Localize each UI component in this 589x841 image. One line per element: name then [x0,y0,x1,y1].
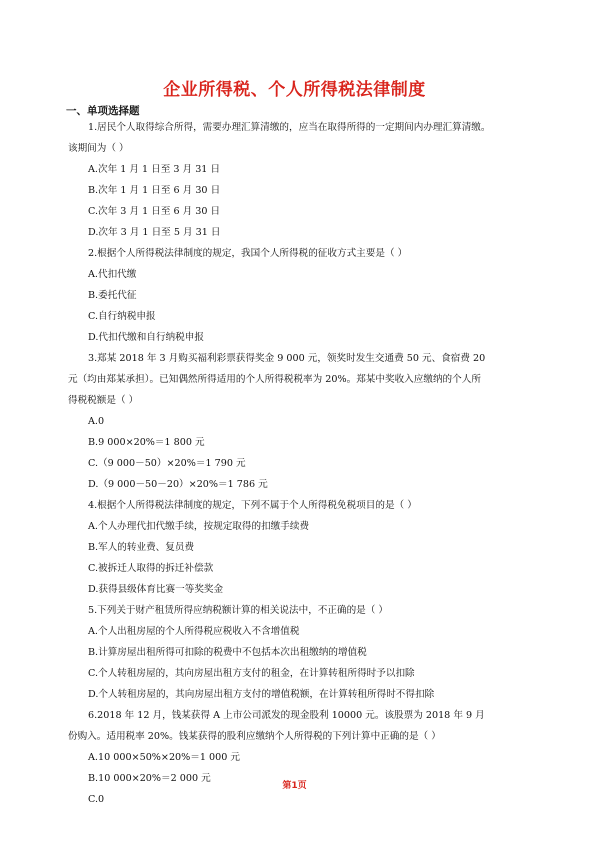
answer-option: C.（9 000－50）×20%＝1 790 元 [88,458,246,469]
answer-option: C.次年 3 月 1 日至 6 月 30 日 [88,206,221,217]
answer-option: B.委托代征 [88,290,137,301]
answer-option: C.个人转租房屋的，其向房屋出租方支付的租金，在计算转租所得时予以扣除 [88,668,415,679]
page-title: 企业所得税、个人所得税法律制度 [163,80,426,100]
answer-option: A.个人办理代扣代缴手续，按规定取得的扣缴手续费 [88,521,310,532]
answer-option: D.代扣代缴和自行纳税申报 [88,332,204,343]
question-item [88,243,528,348]
answer-option: B.军人的转业费、复员费 [88,542,195,553]
question-text-line: 1.居民个人取得综合所得，需要办理汇算清缴的，应当在取得所得的一定期间内办理汇算清缴。 [88,122,491,133]
answer-option: B.次年 1 月 1 日至 6 月 30 日 [88,185,221,196]
question-text-line: 2.根据个人所得税法律制度的规定，我国个人所得税的征收方式主要是（ ） [88,248,408,259]
question-text-line: 3.郑某 2018 年 3 月购买福利彩票获得奖金 9 000 元，领奖时发生交通费 50 元、食宿费 20 [88,353,486,364]
question-item [88,600,528,705]
answer-option: A.个人出租房屋的个人所得税应税收入不含增值税 [88,626,300,637]
answer-option: C.被拆迁人取得的拆迁补偿款 [88,563,214,574]
answer-option: D.获得县级体育比赛一等奖奖金 [88,584,224,595]
question-text-line: 5.下列关于财产租赁所得应纳税额计算的相关说法中，不正确的是（ ） [88,605,389,616]
question-text-line: 4.根据个人所得税法律制度的规定，下列不属于个人所得税免税项目的是（ ） [88,500,417,511]
answer-option: C.0 [88,794,105,805]
question-text-line: 得税税额是（ ） [68,395,139,406]
answer-option: B.计算房屋出租所得可扣除的税费中不包括本次出租缴纳的增值税 [88,647,367,658]
question-list [68,117,528,810]
answer-option: A.次年 1 月 1 日至 3 月 31 日 [88,164,221,175]
question-text-line: 元（均由郑某承担）。已知偶然所得适用的个人所得税税率为 20%。郑某中奖收入应缴纳的个人所 [68,374,481,385]
answer-option: B.10 000×20%＝2 000 元 [88,773,211,784]
question-item [68,348,528,495]
section-heading: 一、单项选择题 [66,105,140,117]
question-text-line: 份购入。适用税率 20%。钱某获得的股利应缴纳个人所得税的下列计算中正确的是（ ） [68,731,441,742]
answer-option: A.0 [88,416,105,427]
question-text-line: 该期间为（ ） [68,143,129,154]
question-item [88,495,528,600]
question-item [68,705,528,810]
answer-option: B.9 000×20%＝1 800 元 [88,437,205,448]
answer-option: D.（9 000－50－20）×20%＝1 786 元 [88,479,268,490]
answer-option: A.代扣代缴 [88,269,137,280]
question-item [68,117,528,243]
answer-option: D.次年 3 月 1 日至 5 月 31 日 [88,227,221,238]
answer-option: C.自行纳税申报 [88,311,156,322]
answer-option: D.个人转租房屋的，其向房屋出租方支付的增值税额，在计算转租所得时不得扣除 [88,689,435,700]
page-number: 第1页 [282,781,307,791]
question-text-line: 6.2018 年 12 月，钱某获得 A 上市公司派发的现金股利 10000 元。该股票为 2018 年 9 月 [88,710,485,721]
answer-option: A.10 000×50%×20%＝1 000 元 [88,752,240,763]
